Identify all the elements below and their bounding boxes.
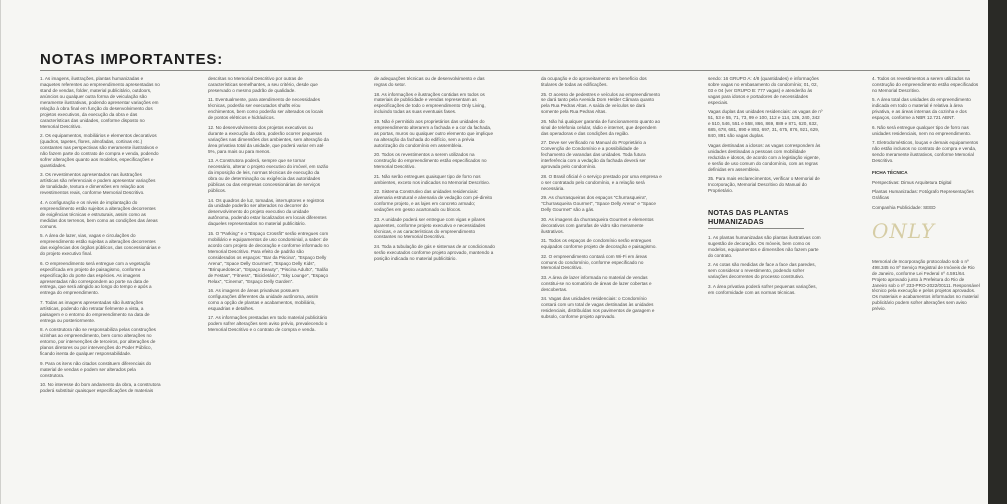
note-paragraph: 29. As churrasqueiras dos espaços "Churrasqueira", "Churrasqueira Gourmet", "Space Delly Arena" e "Space Delly Gourmet" são a gás.: [541, 195, 656, 213]
note-paragraph: 9. Para os itens não citados constituem diferenciais do material de vendas e podem ser alterados pela construtora.: [40, 360, 152, 378]
note-paragraph: 4. Todos os revestimentos a serem utilizados na construção do empreendimento estão especificados no Memorial Descritivo.: [872, 76, 979, 93]
note-paragraph: 11. Eventualmente, para atendimento de necessidades técnicas, poderão ser executados shafts e/ou enchimentos, bem como poderão ser alterados os locais de pontos elétricos e hidráulicos.: [208, 97, 324, 121]
note-paragraph: 10. No interesse do bom andamento da obra, a construtora poderá substituir quaisquer especificações de materiais: [40, 382, 161, 394]
note-paragraph: Vagas destinadas a idosos: as vagas correspondem às unidades destinadas a pessoas com mobilidade reduzida e idosos, de acordo com a legislação vigente, e serão de uso comum do condomínio, com as regras definidas em assembleia.: [708, 142, 821, 172]
note-paragraph: 25. O acesso de pedestres e veículos ao empreendimento se dará tanto pela Avenida Dom Helder Câmara quanto pela Rua Pedras Altas. A saída de veículos se dará somente pela Rua Pedras Altas.: [541, 91, 660, 115]
credit-line: Companhia Publicidade: SEED: [872, 204, 936, 210]
note-paragraph: 32. O empreendimento contará com Wi-Fi em áreas comuns do condomínio, conforme especificado no Memorial Descritivo.: [541, 253, 647, 271]
note-paragraph: Vagas duplas das unidades residenciais: as vagas de nº 51, 53 e 55, 71, 73, 99 e 100, 112 e 114, 136, 240, 342 e 510, 546, 551 e 558, 866, 869, 889 e 871, 620, 632, 685, 678, 681, 890 e 893, 697, 31, 675, 876, 921, 629, 840, 891 são vagas duplas.: [708, 109, 823, 139]
credit-line: Plantas Humanizadas: Fotógrafo Representações Gráficas: [872, 189, 974, 201]
note-paragraph: de adequações técnicas ou de desenvolvimento e das regras do setor.: [374, 76, 485, 87]
registry-note: Memorial de Incorporação protocolado sob o nº 498.345 no 8º Serviço Registral de Imóveis de Rio de Janeiro, conforme Lei Federal nº 4.591/64. Projeto aprovado junto à Prefeitura do Rio de Janeiro sob o nº 233-PRO-2022/00111. Responsável técnico pela execução e pelos projetos aprovados. Os materiais e acabamentos informados no material publicitário podem sofrer alterações sem aviso prévio.: [872, 258, 980, 312]
humanized-note: 2. As cotas são medidas de face a face das paredes, sem considerar o revestimento, podendo sofrer variações decorrentes do processo construtivo.: [708, 262, 816, 280]
note-paragraph: 30. As imagens da churrasqueira Gourmet e elementos decorativos com garrafas de vidro são meramente ilustrativos.: [541, 216, 654, 234]
note-paragraph: 8. A construtora não se responsabiliza pelas construções vizinhas ao empreendimento, bem como alterações no entorno, por intervenções de terceiros, por alterações de planos diretores ou por intervenções do Poder Público, ficando isenta de qualquer responsabilidade.: [40, 327, 156, 357]
notes-column-3: [374, 76, 495, 496]
note-paragraph: 5. A área total das unidades do empreendimento indicada em todo o material é relativa à área privativa, e as áreas internas da cozinha e dos espaços, conforme a NBR 12.721 ABNT.: [872, 97, 971, 121]
note-paragraph: 28. O Brasil oficial é o serviço prestado por uma empresa e o ser contratado pelo condomínio, e a relação será necessária.: [541, 173, 662, 191]
note-paragraph: da ocupação e do aproveitamento em benefício dos titulares de todas as edificações.: [541, 76, 647, 87]
note-paragraph: 3. Os revestimentos apresentados nas ilustrações artísticas são referenciais e podem apresentar variações de tonalidade, textura e dimensões em relação aos revestimentos reais, conforme Memorial Descritivo.: [40, 172, 156, 196]
note-paragraph: 15. O "Parking" e o "Espaço Crossfit" serão entregues com mobiliário e equipamentos de uso condominial, a saber: de acordo com projeto de decoração e conforme informado no Memorial Descritivo. Para efeito de padrão são considerados os espaços: "Bar da Piscina", "Espaço Delly Arena", "Space Delly Gourmet", "Espaço Delly Kids", "Brinquedoteca", "Espaço Beauty", "Piscina Adulto", "Salão de Festas", "Fitness", "Bicicletário", "Sky Lounge", "Espaço Relax", "Cinema", "Espaço Delly Garden".: [208, 230, 329, 284]
note-paragraph: 17. As informações prestadas em todo material publicitário podem sofrer alterações sem aviso prévio, prevalecendo o Memorial Descritivo e o contrato de compra e venda.: [208, 315, 328, 333]
note-paragraph: 27. Deve ser verificado no Manual do Proprietário a Convenção de Condomínio e a possibilidade de fechamento de varandas das unidades. Toda futura interferência com a vedação da fachada deverá ser aprovada pelo condomínio.: [541, 140, 646, 170]
humanized-plans-heading: NOTAS DAS PLANTAS HUMANIZADAS: [708, 207, 789, 226]
note-paragraph: 5. A área de lazer, vias, vagas e circulações do empreendimento estão sujeitas a alterações decorrentes das exigências dos órgãos públicos, das concessionárias e do projeto executivo final.: [40, 233, 161, 257]
credits-heading: FICHA TÉCNICA: [872, 170, 908, 176]
title-divider: [40, 70, 970, 71]
note-paragraph: 14. Os quadros de luz, tomadas, interruptores e registros da unidade poderão ser alterados no decorrer do desenvolvimento do projeto executivo da unidade autônoma, podendo estar localizados em locais diferentes daqueles representados no material publicitário.: [208, 197, 327, 227]
notes-column-6: [872, 76, 980, 496]
note-paragraph: 33. A área de lazer informada no material de vendas constitui-se no somatório de áreas de lazer cobertas e descobertas.: [541, 275, 652, 292]
note-paragraph: 26. Não há qualquer garantia de funcionamento quanto ao sinal de telefonia celular, rádio e internet, que dependem das operadoras e das condições da região.: [541, 118, 661, 136]
page-title: NOTAS IMPORTANTES:: [40, 51, 224, 68]
note-paragraph: 6. Não será entregue qualquer tipo de forro nas unidades residenciais, nem no empreendimento.: [872, 124, 972, 136]
note-paragraph: 18. As informações e ilustrações contidas em todos os materiais de publicidade e vendas representam as especificações de todo o empreendimento Only Living, incluindo todas as suas eventuais fases.: [374, 91, 486, 115]
note-paragraph: 20. Todos os revestimentos a serem utilizados na construção do empreendimento estão especificados no Memorial Descritivo.: [374, 152, 487, 170]
dark-edge-strip: [988, 0, 1007, 504]
note-paragraph: 6. O empreendimento será entregue com a vegetação especificada em projeto de paisagismo, conforme a especificação do porte das espécies. As imagens apresentadas não correspondem ao porte na data de entrega, que será atingido ao longo do tempo e após a entrega do empreendimento.: [40, 260, 152, 296]
humanized-note: 3. A área privativa poderá sofrer pequenas variações, em conformidade com as normas técnicas.: [708, 283, 817, 295]
notes-column-2: [208, 76, 329, 496]
note-paragraph: 2. Os equipamentos, mobiliários e elementos decorativos (quadros, tapetes, flores, almofadas, cortinas etc.) constantes nas perspectivas são meramente ilustrativos e não fazem parte do contrato de compra e venda, podendo sofrer alterações quanto aos modelos, especificações e quantidades.: [40, 133, 159, 168]
notes-column-1: [40, 76, 161, 496]
note-paragraph: 4. A configuração e os níveis de implantação do empreendimento estão sujeitos a alterações decorrentes de exigências técnicas e estruturais, assim como as medidas dos terrenos, bem como as condições das áreas comuns.: [40, 199, 158, 229]
note-paragraph: 1. As imagens, ilustrações, plantas humanizadas e maquetes referentes ao empreendimento apresentadas no stand de vendas, folder, material publicitário, outdoors, anúncios ou qualquer outra forma de veiculação são meramente ilustrativas, podendo apresentar variações em relação à obra final em função do desenvolvimento dos projetos executivos, da execução da obra e das características das unidades, conforme disposto no Memorial Descritivo.: [40, 76, 160, 129]
note-paragraph: 12. No desenvolvimento dos projetos executivos ou durante a execução da obra, poderão ocorrer pequenas variações nas dimensões dos ambientes, sem alteração da área privativa total da unidade, que poderá variar em até 5%, para mais ou para menos.: [208, 124, 329, 154]
humanized-note: 1. As plantas humanizadas são plantas ilustrativas com sugestão de decoração. Os móveis, bem como os modelos, equipamentos e dimensões não fazem parte do contrato.: [708, 234, 821, 258]
note-paragraph: 23. A unidade poderá ser entregue com vigas e pilares aparentes, conforme projeto executivo e necessidades técnicas, e as características do empreendimento constantes no Memorial Descritivo.: [374, 216, 486, 240]
note-paragraph: sendo: 16 GRUPO A: 4/8 (quantidades) e informações sobre vagas no embasamento do condomínio; 01, 02, 03 e 04 (ver GRUPO B: 777 vagas) e atenderão às vagas para idosos e portadores de necessidades especiais.: [708, 76, 819, 105]
note-paragraph: 34. Vagas das unidades residenciais: o Condomínio contará com um total de vagas destinadas às unidades residenciais, distribuídas nos pavimentos de garagem e subsolo, conforme projeto aprovado.: [541, 296, 655, 320]
notes-column-5: [708, 76, 823, 496]
note-paragraph: 35. Para mais esclarecimentos, verificar o Memorial de Incorporação, Memorial Descritivo do Manual do Proprietário.: [708, 176, 820, 193]
notes-column-4: [541, 76, 662, 496]
note-paragraph: 19. Não é permitido aos proprietários das unidades do empreendimento alterarem a fachada e a cor da fachada, as portas, muros ou qualquer outro elemento que implique na alteração da fachada do edifício, sem a prévia autorização do condomínio em assembleia.: [374, 118, 493, 148]
credit-line: Perspectivas: Dimus Arquitetura Digital: [872, 179, 952, 185]
note-paragraph: descritas no Memorial Descritivo por outras de características semelhantes, a seu critério, desde que preservado o mesmo padrão de qualidade.: [208, 76, 318, 93]
note-paragraph: 22. Sistema Construtivo das unidades residenciais: alvenaria estrutural e alvenaria de vedação com pé-direito conforme projeto, e as lajes em concreto armado; vedações em gesso acartonado ou blocos.: [374, 189, 493, 213]
note-paragraph: 7. Todas as imagens apresentadas são ilustrações artísticas, podendo não retratar fielmente a vista, a paisagem e o entorno do empreendimento na data de entrega ou posteriormente.: [40, 299, 150, 323]
note-paragraph: 13. A Construtora poderá, sempre que se tornar necessário, alterar o projeto executivo do imóvel, em razão da imposição de leis, normas técnicas de execução da obra ou de determinação ou exigência das autoridades públicas ou das empresas concessionárias de serviços públicos.: [208, 158, 329, 193]
humanized-plans-divider: [708, 228, 804, 229]
note-paragraph: 21. Não serão entregues quaisquer tipo de forro nos ambientes, exceto nos indicados no Memorial Descritivo.: [374, 173, 490, 185]
note-paragraph: 24. Toda a tubulação de gás e sistemas de ar condicionado serão executados conforme projeto aprovado, mantendo a posição indicada no material publicitário.: [374, 244, 495, 261]
only-logo: ONLY: [872, 218, 936, 243]
note-paragraph: 7. Eletrodomésticos, louças e demais equipamentos não estão inclusos no contrato de compra e venda, sendo meramente ilustrativos, conforme Memorial Descritivo.: [872, 140, 979, 164]
note-paragraph: 16. As imagens de áreas privativas possuem configurações diferentes da unidade autônoma, assim como a opção de plantas e acabamentos, mobiliário, esquadrias e detalhes.: [208, 288, 319, 311]
note-paragraph: 31. Todos os espaços de condomínio serão entregues equipados conforme projeto de decoração e paisagismo.: [541, 238, 657, 250]
